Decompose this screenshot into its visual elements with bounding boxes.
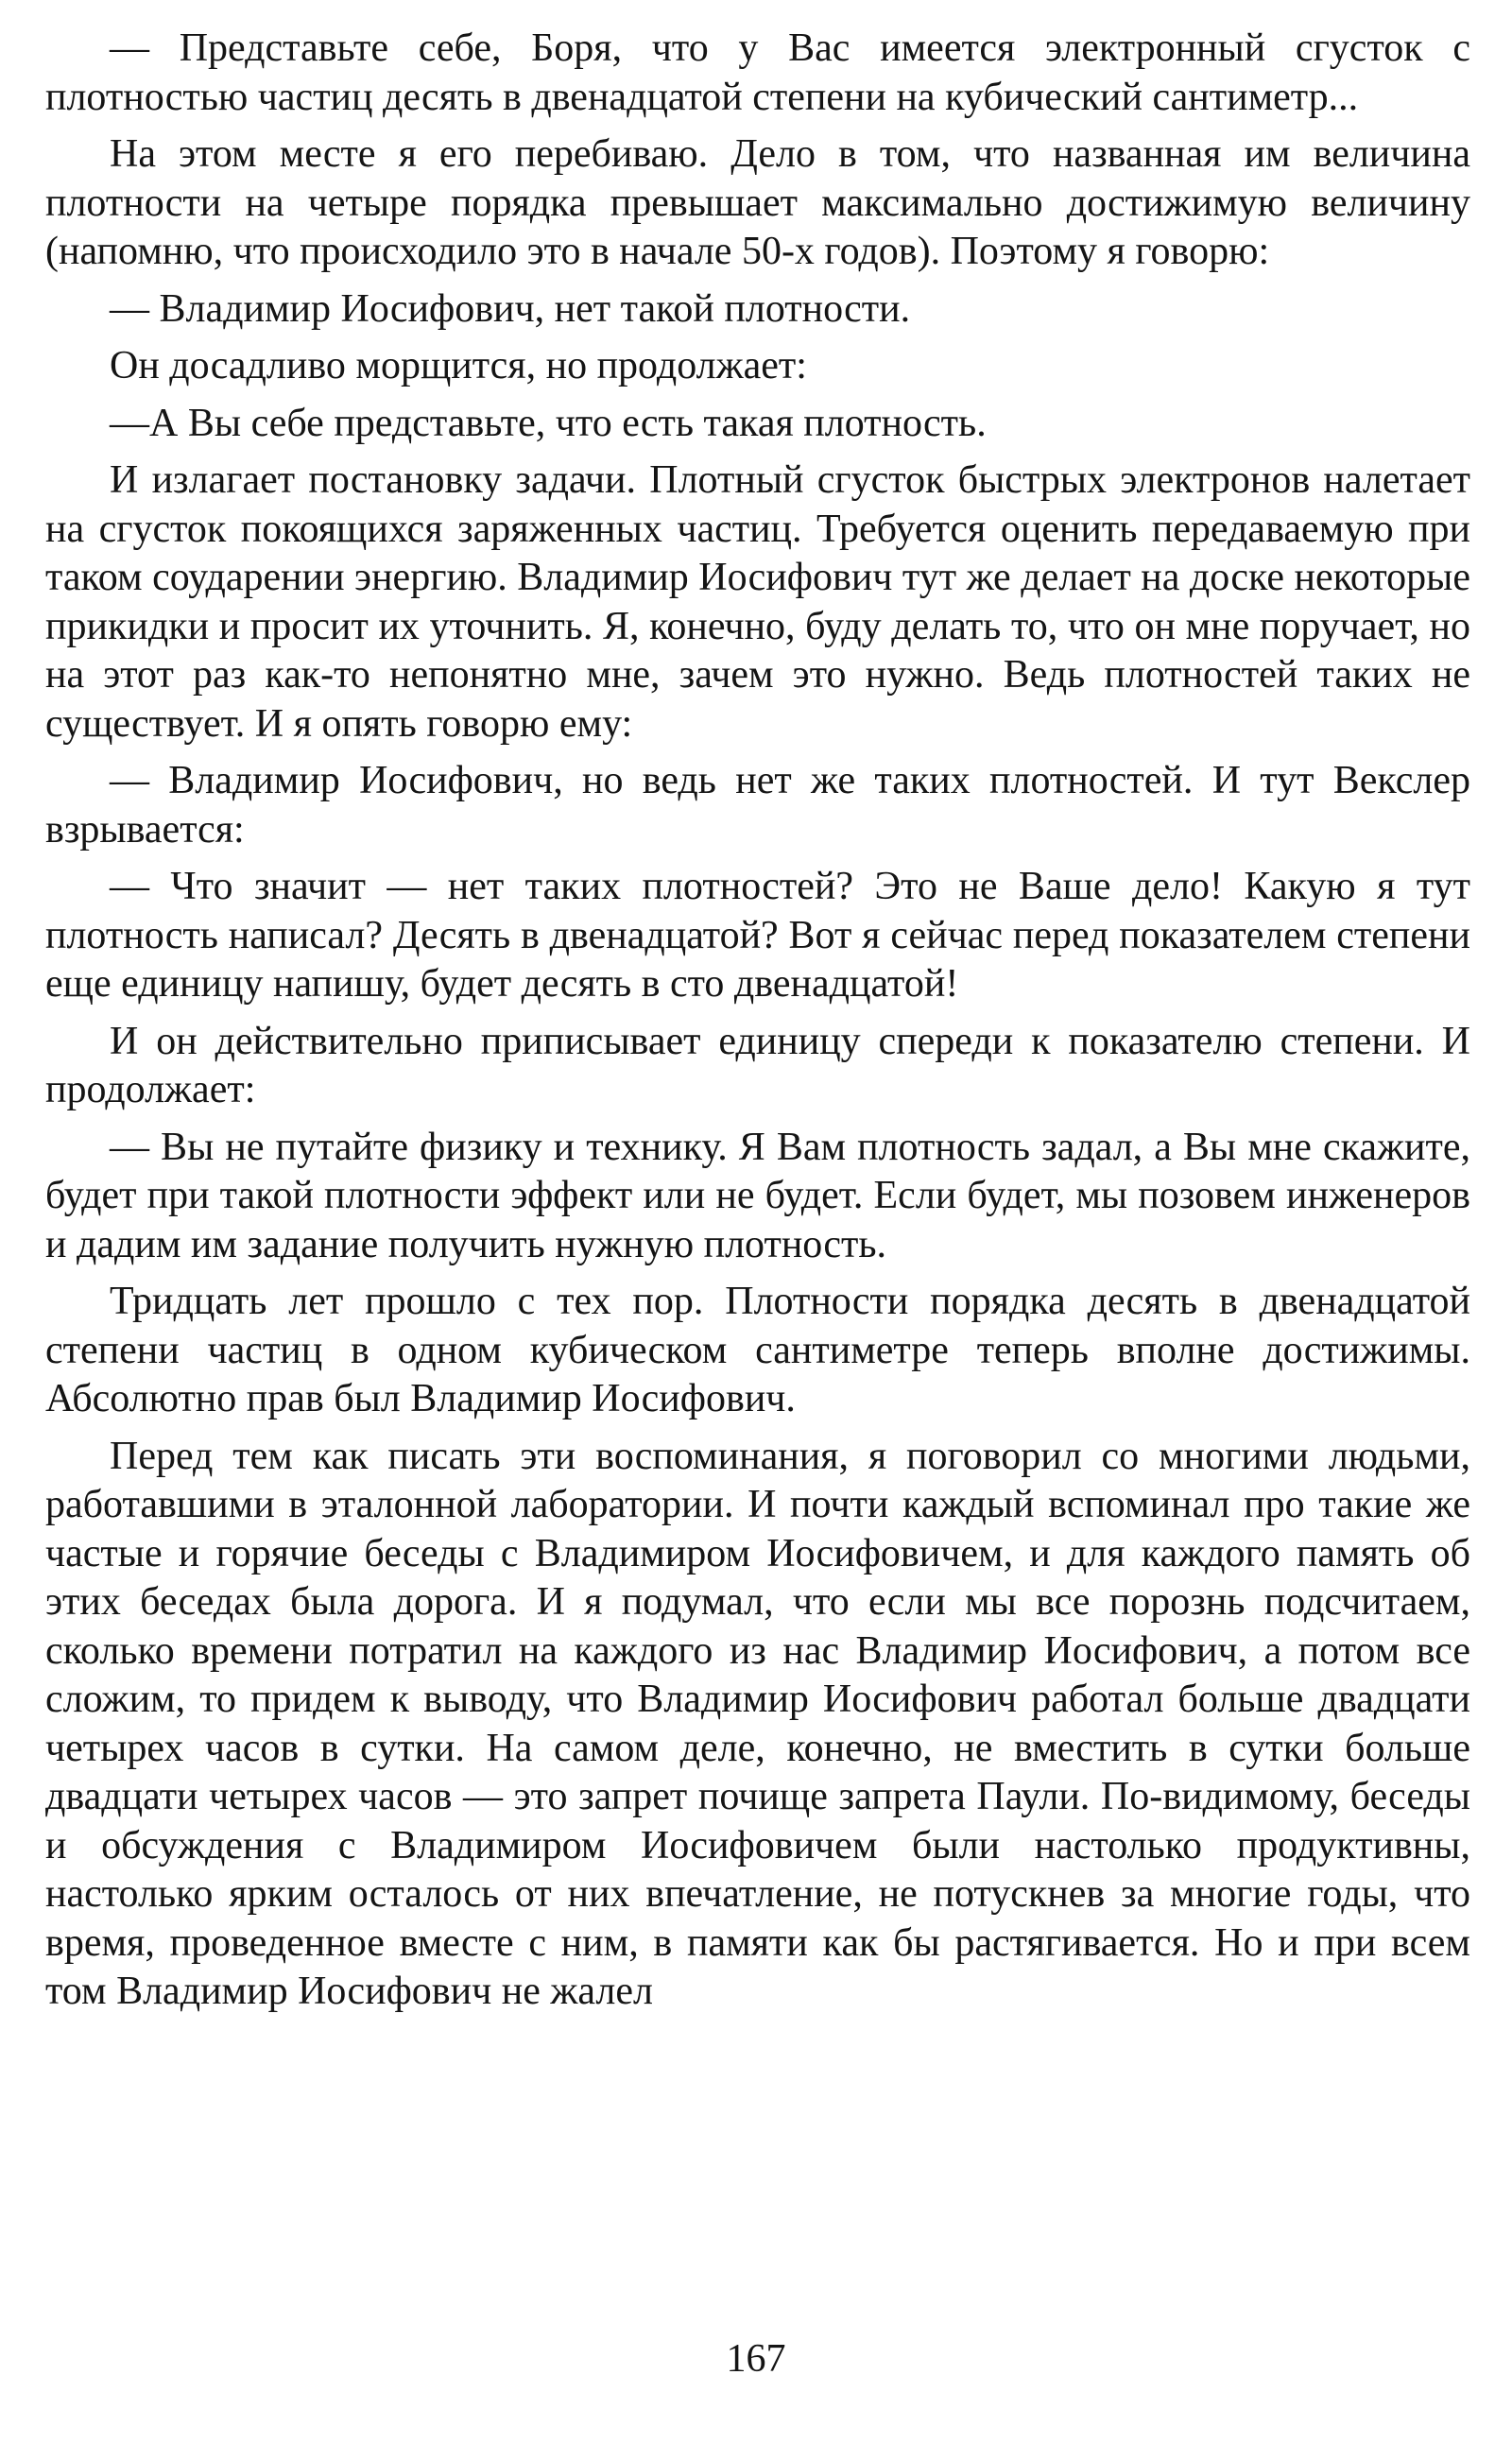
paragraph-10: — Вы не путайте физику и технику. Я Вам плотность задал, а Вы мне скажите, будет при такой плотности эффект или не будет. Если будет, мы позовем инженеров и дадим им задание получить нужную плотность. [45,1125,1470,1266]
paragraph-11: Тридцать лет прошло с тех пор. Плотности порядка десять в двенадцатой степени частиц в одном кубическом сантиметре теперь вполне достижимы. Абсолютно прав был Владимир Иосифович. [45,1280,1470,1420]
paragraph-4: Он досадливо морщится, но продолжает: [110,344,807,387]
paragraph-5: —А Вы себе представьте, что есть такая плотность. [110,401,987,445]
page-number: 167 [726,2337,786,2381]
paragraph-12: Перед тем как писать эти воспоминания, я поговорил со многими людьми, работавшими в эталонной лаборатории. И почти каждый вспоминал про такие же частые и горячие беседы с Владимиром Иосифовичем, и для каждого память об этих беседах была дорога. И я подумал, что если мы все порознь подсчитаем, сколько времени потратил на каждого из нас Владимир Иосифович, а потом все сложим, то придем к выводу, что Владимир Иосифович работал больше двадцати четырех часов в сутки. На самом деле, конечно, не вместить в сутки больше двадцати четырех часов — это запрет почище запрета Паули. По-видимому, беседы и обсуждения с Владимиром Иосифовичем были настолько продуктивны, настолько ярким осталось от них впечатление, не потускнев за многие годы, что время, проведенное вместе с ним, в памяти как бы растягивается. Но и при всем том Владимир Иосифович не жалел [45,1434,1470,2013]
paragraph-3: — Владимир Иосифович, нет такой плотности. [110,286,911,331]
page-text [45,25,1470,2025]
paragraph-1: — Представьте себе, Боря, что у Вас имеется электронный сгусток с плотностью частиц десять в двенадцатой степени на кубический сантиметр... [45,26,1470,119]
paragraph-9: И он действительно приписывает единицу спереди к показателю степени. И продолжает: [45,1019,1470,1111]
paragraph-6: И излагает постановку задачи. Плотный сгусток быстрых электронов налетает на сгусток покоящихся заряженных частиц. Требуется оценить передаваемую при таком соударении энергию. Владимир Иосифович тут же делает на доске некоторые прикидки и просит их уточнить. Я, конечно, буду делать то, что он мне поручает, но на этот раз как-то непонятно мне, зачем это нужно. Ведь плотностей таких не существует. И я опять говорю ему: [45,458,1470,746]
paragraph-2: На этом месте я его перебиваю. Дело в том, что названная им величина плотности на четыре порядка превышает максимально достижимую величину (напомню, что происходило это в начале 50-х годов). Поэтому я говорю: [45,132,1470,273]
paragraph-8: — Что значит — нет таких плотностей? Это не Ваше дело! Какую я тут плотность написал? Десять в двенадцатой? Вот я сейчас перед показателем степени еще единицу напишу, будет десять в сто двенадцатой! [45,865,1470,1006]
paragraph-7: — Владимир Иосифович, но ведь нет же таких плотностей. И тут Векслер взрывается: [45,759,1470,852]
